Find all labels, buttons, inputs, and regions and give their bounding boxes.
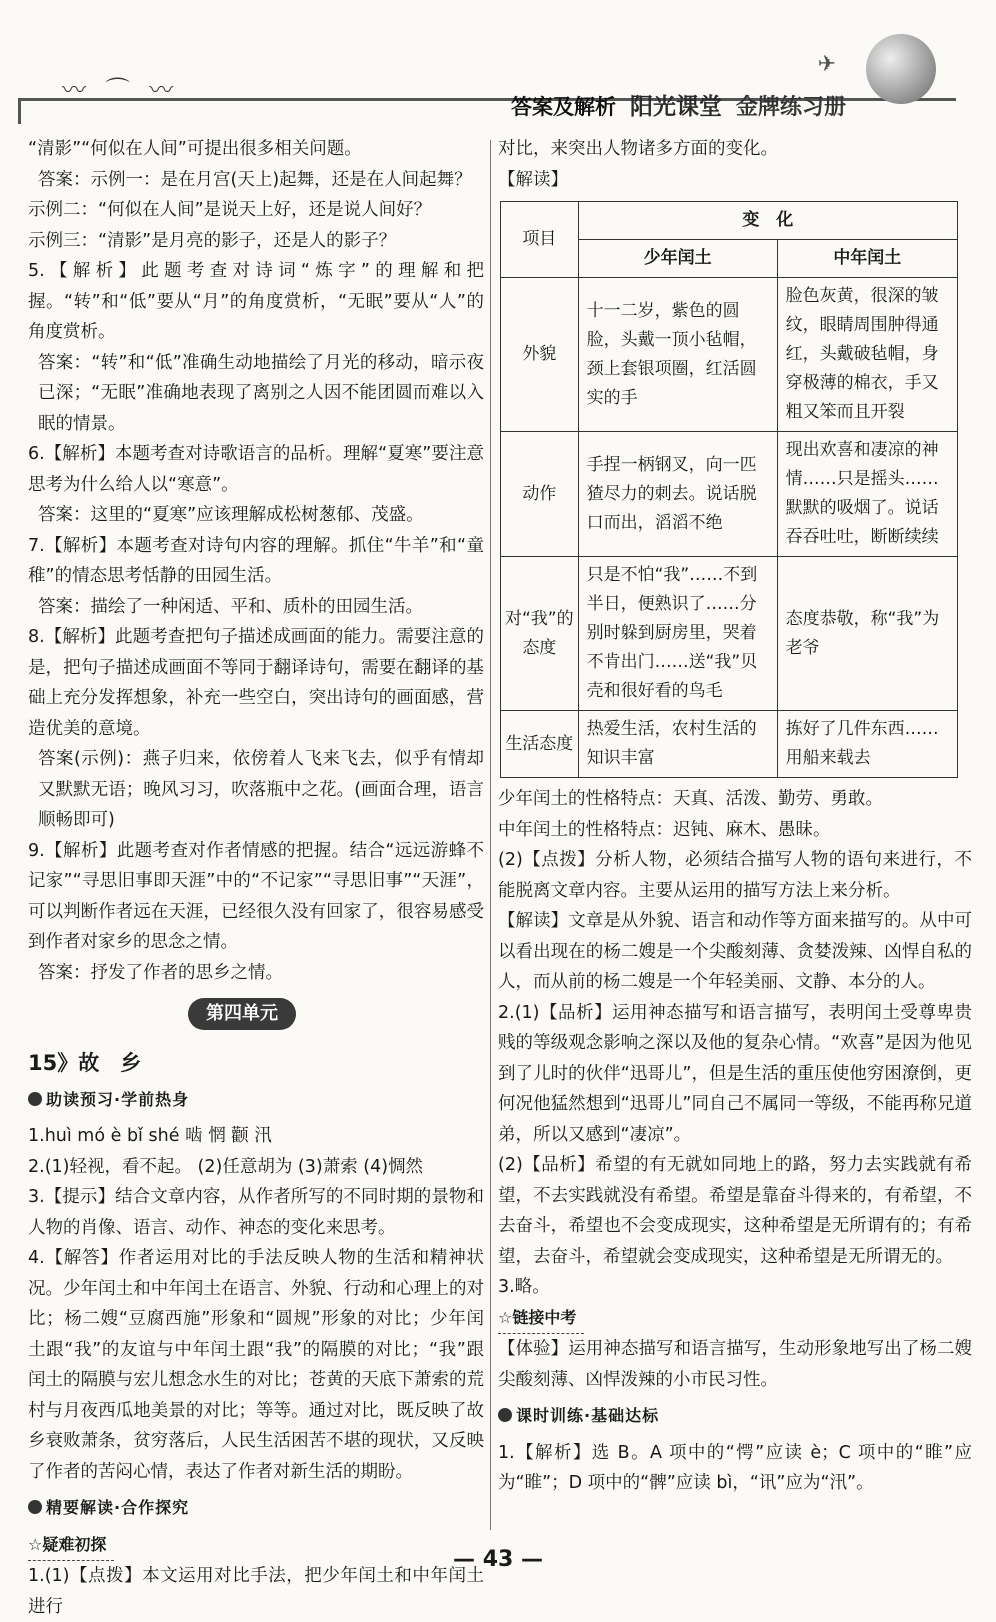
cell-middle: 态度恭敬，称“我”为老爷 — [777, 557, 957, 711]
text-line: 示例二：“何似在人间”是说天上好，还是说人间好？ — [28, 200, 432, 220]
section-heading — [28, 1085, 484, 1116]
star-icon: ☆ — [498, 1307, 513, 1327]
table-header-change: 变 化 — [578, 202, 957, 240]
left-column — [28, 134, 484, 1622]
table-row — [501, 557, 958, 711]
birds-icon: 〰 ⌒ 〰 — [62, 76, 180, 104]
reading-label: 【解读】 — [498, 169, 568, 190]
cell-middle: 脸色灰黄，很深的皱纹，眼睛周围肿得通红，头戴破毡帽，身穿极薄的棉衣，手又粗又笨而且开裂 — [777, 278, 957, 432]
vocab-line: 2.(1)轻视，看不起。 (2)任意胡为 (3)萧索 (4)惆然 — [28, 1156, 424, 1177]
right-column — [498, 134, 972, 1499]
bullet-icon — [28, 1500, 42, 1514]
answer-5: 答案：“转”和“低”准确生动地描绘了月光的移动，暗示夜已深；“无眠”准确地表现了离别之人因不能团圆而难以入眠的情景。 — [38, 352, 484, 434]
text-line: “清影”“何似在人间”可提出很多相关问题。 — [28, 139, 362, 159]
globe-icon — [866, 34, 936, 104]
subsection-label: 疑难初探 — [42, 1534, 107, 1554]
text-line: 中年闰土的性格特点：迟钝、麻木、愚昧。 — [498, 819, 831, 840]
exercise-1: 1.【解析】选 B。A 项中的“愕”应读 è；C 项中的“睢”应为“睢”；D 项中的“髀”应读 bì，“讯”应为“汛”。 — [498, 1442, 972, 1493]
answer-6: 答案：这里的“夏寒”应该理解成松树葱郁、茂盛。 — [38, 505, 424, 525]
unit-badge: 第四单元 — [188, 998, 296, 1030]
answer-7: 答案：描绘了一种闲适、平和、质朴的田园生活。 — [38, 596, 423, 617]
answer-8: 答案(示例)：燕子归来，依傍着人飞来飞去，似乎有情却又默默无语；晚风习习，吹落瓶中之花。(画面合理，语言顺畅即可) — [38, 749, 484, 830]
section-heading — [28, 1493, 484, 1524]
table-row — [501, 711, 958, 778]
cell-young: 热爱生活，农村生活的知识丰富 — [578, 711, 777, 778]
question-8: 8.【解析】此题考查把句子描述成画面的能力。需要注意的是，把句子描述成画面不等同于翻译诗句，需要在翻译的基础上充分发挥想象，补充一些空白，突出诗句的画面感，营造优美的意境。 — [28, 627, 484, 739]
question-6: 6.【解析】本题考查对诗歌语言的品析。理解“夏寒”要注意思考为什么给人以“寒意”。 — [28, 444, 484, 495]
explain-1: 1.(1)【点拨】本文运用对比手法，把少年闰土和中年闰土进行 — [28, 1566, 484, 1617]
cell-young: 只是不怕“我”……不到半日，便熟识了……分别时躲到厨房里，哭着不肯出门……送“我”贝壳和很好看的鸟毛 — [578, 557, 777, 711]
subsection-label: 链接中考 — [512, 1307, 577, 1327]
section-heading-label: 课时训练·基础达标 — [516, 1406, 660, 1425]
answer-9: 答案：抒发了作者的思乡之情。 — [38, 962, 283, 983]
table-row — [501, 278, 958, 432]
cell-middle: 拣好了几件东西……用船来载去 — [777, 711, 957, 778]
lesson-title: 15》故 乡 — [28, 1051, 142, 1075]
section-heading-label: 精要解读·合作探究 — [46, 1498, 190, 1517]
cell-middle: 现出欢喜和凄凉的神情……只是摇头……默默的吸烟了。说话吞吞吐吐，断断续续 — [777, 432, 957, 557]
reading-2: 【解读】文章是从外貌、语言和动作等方面来描写的。从中可以看出现在的杨二嫂是一个尖酸刻薄、贪婪泼辣、凶悍自私的人，而从前的杨二嫂是一个年轻美丽、文静、本分的人。 — [498, 911, 972, 992]
question-7: 7.【解析】本题考查对诗句内容的理解。抓住“牛羊”和“童稚”的情态思考恬静的田园生活。 — [28, 535, 484, 586]
header-series-title: 阳光课堂 — [629, 94, 722, 120]
row-item: 动作 — [501, 432, 579, 557]
page-header — [0, 0, 996, 140]
header-rule-left — [18, 98, 21, 124]
comparison-table — [500, 201, 958, 778]
cell-young: 手捏一柄钢叉，向一匹猹尽力的刺去。说话脱口而出，滔滔不绝 — [578, 432, 777, 557]
subsection-heading — [498, 1303, 584, 1335]
header-answers-title: 答案及解析 — [510, 95, 616, 119]
bullet-icon — [498, 1408, 512, 1422]
text-line: 少年闰土的性格特点：天真、活泼、勤劳、勇敢。 — [498, 789, 883, 809]
star-icon: ☆ — [28, 1534, 43, 1554]
paper-plane-icon: ✈ — [817, 52, 836, 77]
item-3: 3.略。 — [498, 1277, 550, 1297]
row-item: 外貌 — [501, 278, 579, 432]
question-9: 9.【解析】此题考查对作者情感的把握。结合“远远游蜂不记家”“寻思旧事即天涯”中的“不记家”“寻思旧事”“天涯”，可以判断作者远在天涯，已经很久没有回家了，很容易感受到作者对家乡的思念之情。 — [28, 840, 484, 952]
text-line: 对比，来突出人物诸多方面的变化。 — [498, 139, 778, 159]
tip-2: (2)【点拨】分析人物，必须结合描写人物的语句来进行，不能脱离文章内容。主要从运用的描写方法上来分析。 — [498, 850, 972, 901]
row-item: 对“我”的态度 — [501, 557, 579, 711]
pinyin-line: 1.huì mó è bǐ shé 啮 惘 颧 汛 — [28, 1126, 272, 1146]
bullet-icon — [28, 1092, 42, 1106]
text-line: 示例三：“清影”是月亮的影子，还是人的影子？ — [28, 230, 397, 251]
table-header-middle: 中年闰土 — [777, 240, 957, 278]
table-row — [501, 432, 958, 557]
hint-3: 3.【提示】结合文章内容，从作者所写的不同时期的景物和人物的肖像、语言、动作、神态的变化来思考。 — [28, 1187, 484, 1238]
section-heading — [498, 1401, 972, 1432]
answer-4: 4.【解答】作者运用对比的手法反映人物的生活和精神状况。少年闰土和中年闰土在语言、外貌、行动和心理上的对比；杨二嫂“豆腐西施”形象和“圆规”形象的对比；少年闰土跟“我”的友谊与中年闰土跟“我”的隔膜的对比；“我”跟闰土的隔膜与宏儿想念水生的对比；苍黄的天底下萧索的荒村与月夜西瓜地美景的对比；等等。通过对比，既反映了故乡衰败萧条，贫穷落后，人民生活困苦不堪的现状，又反映了作者的苦闷心情，表达了作者对新生活的期盼。 — [28, 1248, 484, 1482]
page-number: — 43 — — [453, 1547, 543, 1572]
experience-text: 【体验】运用神态描写和语言描写，生动形象地写出了杨二嫂尖酸刻薄、凶悍泼辣的小市民习性。 — [498, 1339, 972, 1390]
analysis-2-1: 2.(1)【品析】运用神态描写和语言描写，表明闰土受尊卑贵贱的等级观念影响之深以及他的复杂心情。“欢喜”是因为他见到了儿时的伙伴“迅哥儿”，但是生活的重压使他穷困潦倒，更何况他猛然想到“迅哥儿”同自己不属同一等级，不能再称兄道弟，所以又感到“凄凉”。 — [498, 1002, 972, 1145]
table-header-young: 少年闰土 — [578, 240, 777, 278]
answer-line: 答案：示例一：是在月宫(天上)起舞，还是在人间起舞？ — [38, 169, 472, 190]
analysis-2-2: (2)【品析】希望的有无就如同地上的路，努力去实践就有希望，不去实践就没有希望。希望是靠奋斗得来的，有希望，不去奋斗，希望也不会变成现实，这种希望是无所谓有的；有希望，去奋斗，希望就会变成现实，这种希望是无所谓无的。 — [498, 1155, 972, 1267]
question-5: 5.【解析】此题考查对诗词“炼字”的理解和把握。“转”和“低”要从“月”的角度赏析，“无眠”要从“人”的角度赏析。 — [28, 261, 484, 342]
cell-young: 十一二岁，紫色的圆脸，头戴一顶小毡帽，颈上套银项圈，红活圆实的手 — [578, 278, 777, 432]
column-divider — [490, 140, 491, 1530]
section-heading-label: 助读预习·学前热身 — [46, 1089, 190, 1109]
row-item: 生活态度 — [501, 711, 579, 778]
table-header-item: 项目 — [501, 202, 579, 278]
header-book-title: 金牌练习册 — [735, 95, 846, 120]
header-titles — [511, 88, 846, 121]
